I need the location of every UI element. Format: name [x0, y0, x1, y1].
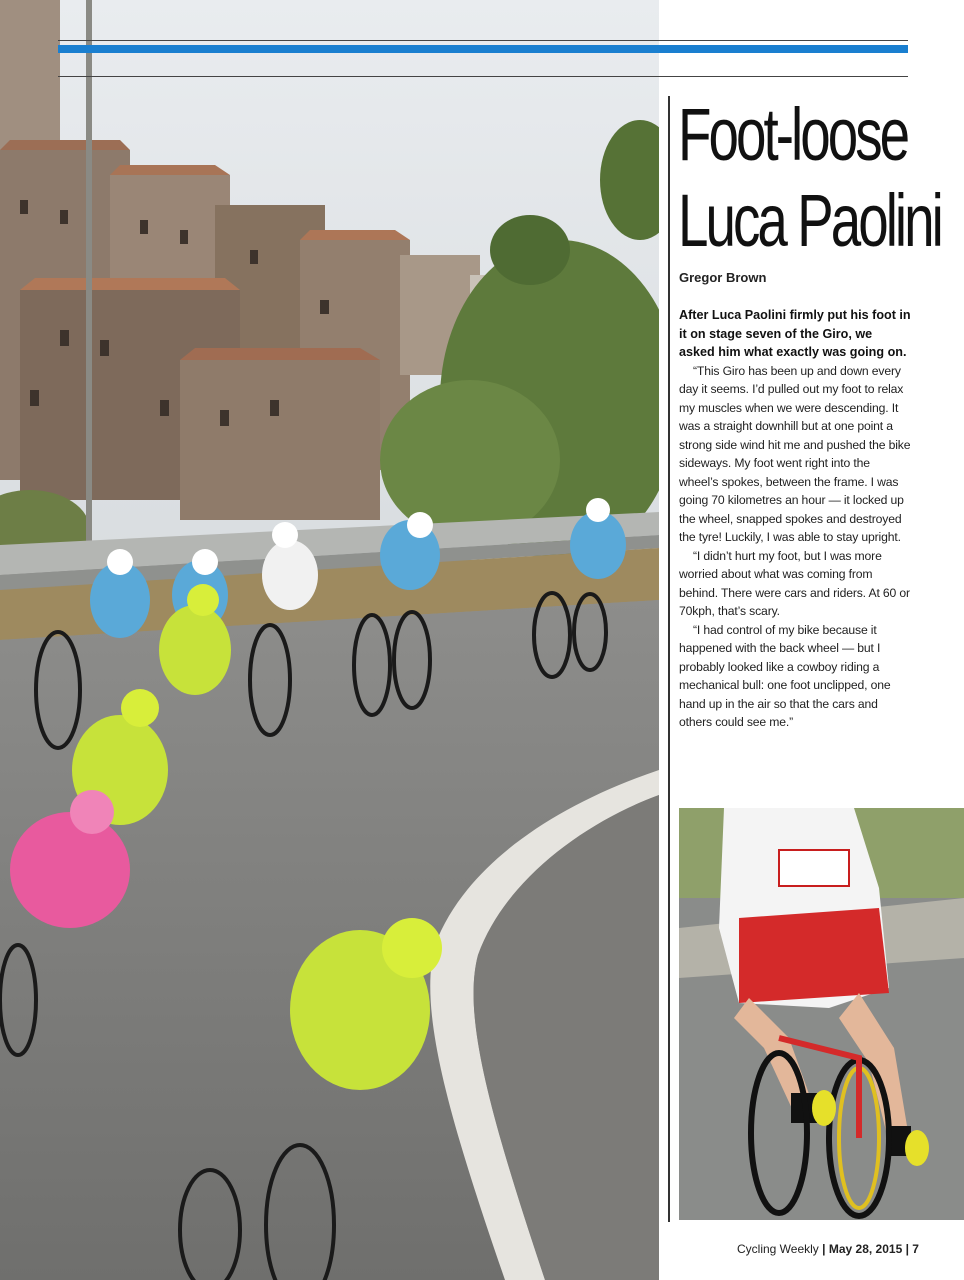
article-paragraph: “I had control of my bike because it happened with the back wheel — but I probably looked like a cowboy riding a mechanical bull: one foot unclipped, one hand up in the air so that the cars and others could see me.” — [679, 622, 891, 729]
article-paragraph: “I didn’t hurt my foot, but I was more worried about what was coming from behind. There were cars and riders. At 60 or 70kph, that’s scary. — [679, 548, 910, 618]
inset-photo — [679, 808, 964, 1220]
column-divider — [668, 96, 670, 1222]
byline: Gregor Brown — [679, 270, 767, 285]
headline-line-1: Foot-loose — [678, 93, 908, 176]
header-rule-thin — [58, 40, 908, 41]
header-rule-bottom — [58, 76, 908, 77]
headline — [678, 92, 941, 264]
folio-separator: | — [905, 1242, 909, 1256]
article-paragraph: “This Giro has been up and down every day it seems. I’d pulled out my foot to relax my muscles when we were descending. It was a straight downhill but at one point a strong side wind hit me and pushed the bike sideways. My foot went right into the wheel’s spokes, between the frame. I was going 70 kilometres an hour — it locked up the wheel, snapped spokes and destroyed the tyre! Luckily, I was able to stay upright. — [679, 363, 911, 544]
header-rule-accent — [58, 45, 908, 53]
publication-name: Cycling Weekly — [737, 1242, 819, 1256]
article-body — [679, 306, 911, 732]
headline-line-2: Luca Paolini — [678, 179, 941, 262]
page-number: 7 — [912, 1242, 919, 1256]
folio-separator: | — [822, 1242, 826, 1256]
issue-date: May 28, 2015 — [828, 1242, 903, 1256]
page-folio — [737, 1242, 919, 1256]
standfirst: After Luca Paolini firmly put his foot in it on stage seven of the Giro, we asked him what exactly was going on. — [679, 308, 911, 359]
